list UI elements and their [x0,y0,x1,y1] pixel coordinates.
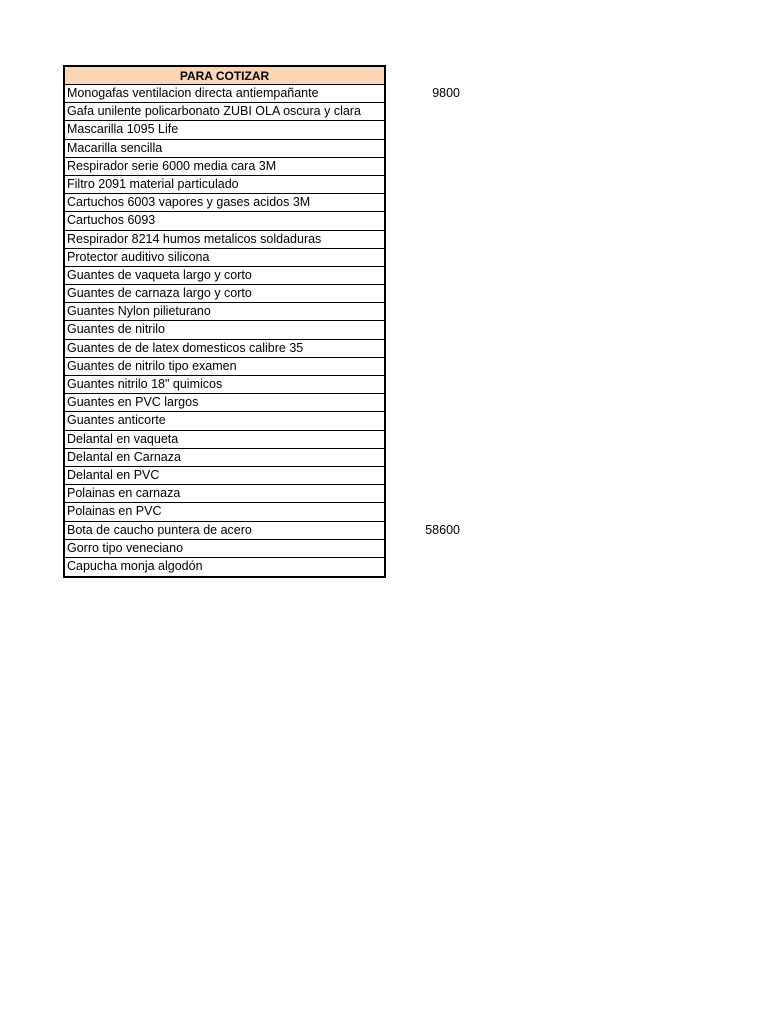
table-row[interactable]: Cartuchos 6003 vapores y gases acidos 3M [65,194,384,212]
table-row[interactable]: Respirador serie 6000 media cara 3M [65,158,384,176]
table-row[interactable]: Macarilla sencilla [65,140,384,158]
table-row[interactable]: Guantes anticorte [65,412,384,430]
quote-table [63,65,386,578]
table-row[interactable]: Polainas en carnaza [65,485,384,503]
table-row[interactable]: Gafa unilente policarbonato ZUBI OLA oscura y clara [65,103,384,121]
table-row[interactable]: Delantal en PVC [65,467,384,485]
table-row[interactable]: Capucha monja algodón [67,558,203,573]
table-row[interactable]: Monogafas ventilacion directa antiempañante [65,85,384,103]
table-row[interactable]: Cartuchos 6093 [65,212,384,230]
table-row[interactable]: Respirador 8214 humos metalicos soldaduras [65,231,384,249]
table-row[interactable]: Bota de caucho puntera de acero [65,522,384,540]
table-header: PARA COTIZAR [65,67,384,85]
table-row[interactable]: Gorro tipo veneciano [65,540,384,558]
table-row[interactable]: Guantes de nitrilo [65,321,384,339]
table-row[interactable]: Guantes en PVC largos [65,394,384,412]
table-row[interactable]: Protector auditivo silicona [65,249,384,267]
table-row[interactable]: Guantes de vaqueta largo y corto [65,267,384,285]
table-row[interactable]: Guantes de nitrilo tipo examen [65,358,384,376]
table-row[interactable]: Filtro 2091 material particulado [65,176,384,194]
table-row[interactable]: Delantal en vaqueta [65,431,384,449]
table-row[interactable]: Polainas en PVC [65,503,384,521]
table-row[interactable]: Guantes nitrilo 18" quimicos [65,376,384,394]
table-row[interactable]: Guantes de carnaza largo y corto [65,285,384,303]
table-row[interactable]: Guantes de de latex domesticos calibre 35 [65,340,384,358]
table-row[interactable]: Delantal en Carnaza [65,449,384,467]
price-cell[interactable]: 9800 [432,86,460,100]
price-cell[interactable]: 58600 [425,522,460,537]
table-row[interactable]: Mascarilla 1095 Life [65,121,384,139]
table-row[interactable]: Guantes Nylon pilieturano [65,303,384,321]
table-body [65,85,384,576]
